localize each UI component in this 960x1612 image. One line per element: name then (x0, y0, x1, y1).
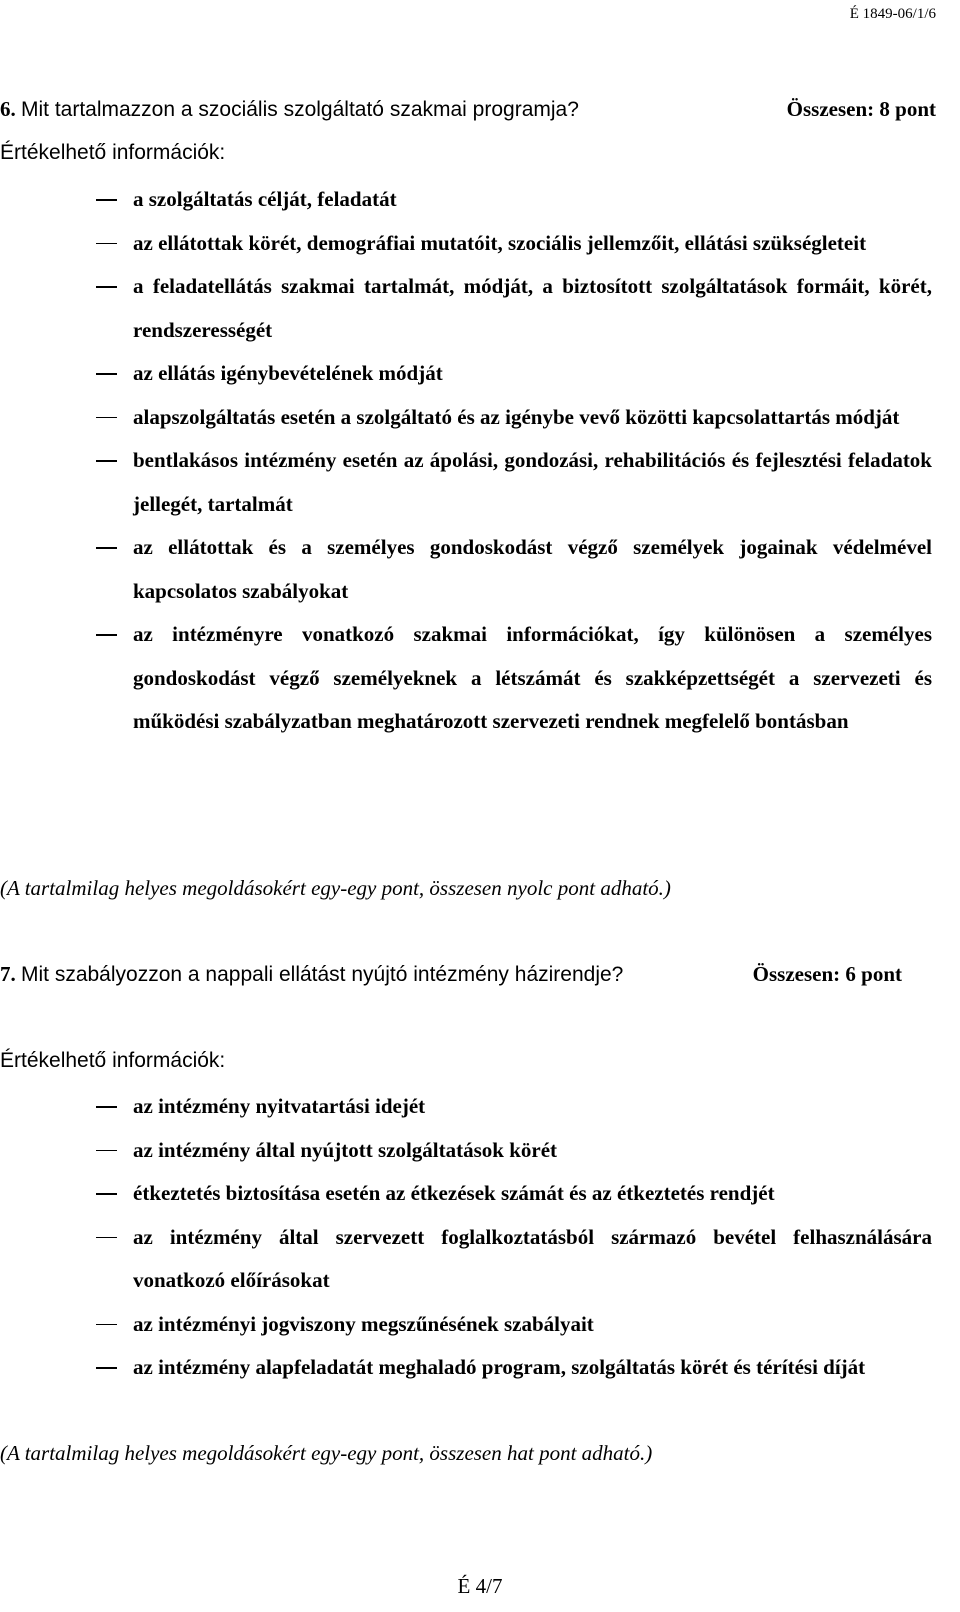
question-7-text: Mit szabályozzon a nappali ellátást nyújtó intézmény házirendje? (21, 963, 624, 986)
document-code: É 1849-06/1/6 (849, 6, 936, 22)
question-6-scoring-note: (A tartalmilag helyes megoldásokért egy-egy pont, összesen nyolc pont adható.) (0, 876, 671, 900)
dash-bullet (96, 1150, 117, 1152)
list-item: az intézmény által nyújtott szolgáltatások körét (0, 1129, 932, 1173)
list-item: az intézmény alapfeladatát meghaladó program, szolgáltatás körét és térítési díját (0, 1346, 932, 1390)
dash-bullet (96, 1106, 117, 1108)
page-number: É 4/7 (457, 1574, 503, 1598)
list-item: alapszolgáltatás esetén a szolgáltató és az igénybe vevő közötti kapcsolattartás módját (0, 396, 932, 440)
question-7 (0, 962, 623, 987)
dash-bullet (96, 199, 117, 201)
list-item: a feladatellátás szakmai tartalmát, módját, a biztosított szolgáltatások formáit, körét, rendszerességét (0, 265, 932, 352)
question-7-line (0, 962, 902, 987)
dash-bullet (96, 1193, 117, 1195)
question-7-eval-label: Értékelhető információk: (0, 1049, 226, 1072)
question-6-items (0, 178, 932, 744)
question-7-number: 7. (0, 962, 16, 986)
question-6 (0, 97, 579, 122)
dash-bullet (96, 460, 117, 462)
dash-bullet (96, 417, 117, 419)
list-item: bentlakásos intézmény esetén az ápolási, gondozási, rehabilitációs és fejlesztési feladatok jellegét, tartalmát (0, 439, 932, 526)
question-7-points: Összesen: 6 pont (752, 962, 902, 986)
question-6-line (0, 97, 936, 122)
dash-bullet (96, 243, 117, 245)
list-item: a szolgáltatás célját, feladatát (0, 178, 932, 222)
dash-bullet (96, 1237, 117, 1239)
question-7-scoring-note: (A tartalmilag helyes megoldásokért egy-egy pont, összesen hat pont adható.) (0, 1441, 653, 1465)
question-6-text: Mit tartalmazzon a szociális szolgáltató szakmai programja? (21, 98, 579, 121)
dash-bullet (96, 1324, 117, 1326)
list-item: az ellátottak körét, demográfiai mutatóit, szociális jellemzőit, ellátási szükségleteit (0, 222, 932, 266)
dash-bullet (96, 634, 117, 636)
question-7-items (0, 1085, 932, 1390)
question-6-eval-label: Értékelhető információk: (0, 141, 226, 164)
list-item: az ellátás igénybevételének módját (0, 352, 932, 396)
list-item: az intézményi jogviszony megszűnésének szabályait (0, 1303, 932, 1347)
dash-bullet (96, 373, 117, 375)
list-item: étkeztetés biztosítása esetén az étkezések számát és az étkeztetés rendjét (0, 1172, 932, 1216)
dash-bullet (96, 286, 117, 288)
dash-bullet (96, 547, 117, 549)
list-item: az intézmény nyitvatartási idejét (0, 1085, 932, 1129)
question-6-number: 6. (0, 97, 16, 121)
dash-bullet (96, 1367, 117, 1369)
list-item: az intézmény által szervezett foglalkoztatásból származó bevétel felhasználására vonatkozó előírásokat (0, 1216, 932, 1303)
list-item: az intézményre vonatkozó szakmai információkat, így különösen a személyes gondoskodást végző személyeknek a létszámát és szakképzettségét a szervezeti és működési szabályzatban meghatározott szervezeti rendnek megfelelő bontásban (0, 613, 932, 744)
question-6-points: Összesen: 8 pont (786, 97, 936, 121)
list-item: az ellátottak és a személyes gondoskodást végző személyek jogainak védelmével kapcsolatos szabályokat (0, 526, 932, 613)
